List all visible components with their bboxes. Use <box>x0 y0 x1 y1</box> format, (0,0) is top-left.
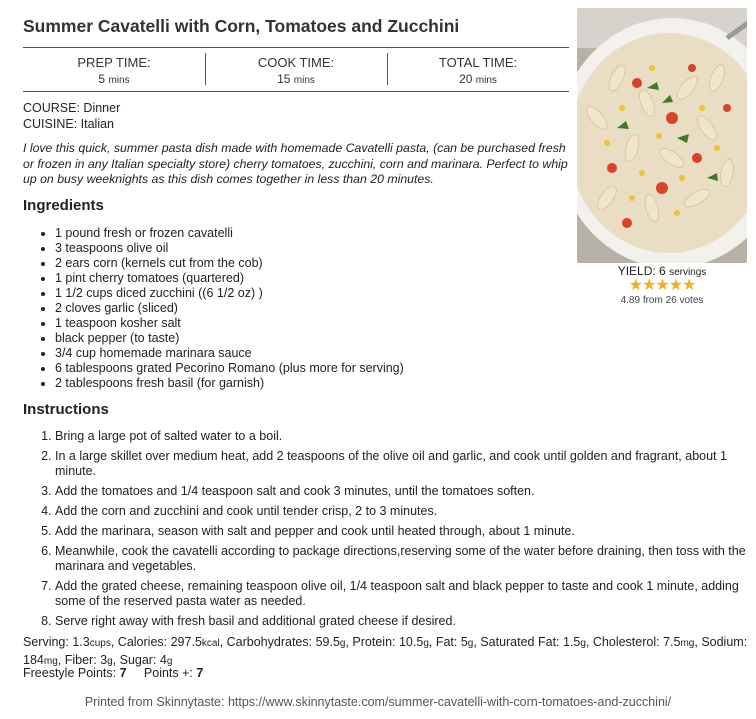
ingredient-item: • 6 tablespoons grated Pecorino Romano (plus more for serving) <box>55 361 404 376</box>
nutrition-unit: g <box>339 638 346 649</box>
cook-time-unit: mins <box>293 75 315 86</box>
recipe-meta <box>23 100 120 132</box>
print-footer: Printed from Skinnytaste: https://www.skinnytaste.com/summer-cavatelli-with-corn-tomatoes-and-zucchini/ <box>84 695 672 709</box>
nutrition-label: , Sodium: <box>694 635 748 649</box>
nutrition-value: 10.5 <box>398 635 424 649</box>
pasta-bowl-image <box>577 8 747 263</box>
cook-time-value: 15 <box>277 72 291 86</box>
ingredients-list <box>23 226 404 391</box>
ingredient-item: • 1 pint cherry tomatoes (quartered) <box>55 271 404 286</box>
instructions-heading: Instructions <box>23 401 109 418</box>
nutrition-unit: g <box>423 638 429 649</box>
nutrition-unit: mg <box>680 638 695 649</box>
ingredient-item: • 3 teaspoons olive oil <box>55 241 404 256</box>
nutrition-unit: mg <box>43 656 58 667</box>
recipe-title: Summer Cavatelli with Corn, Tomatoes and Zucchini <box>23 16 460 36</box>
nutrition-value: 59.5 <box>315 635 340 649</box>
instruction-step: 2. In a large skillet over medium heat, add 2 teaspoons of the olive oil and garlic, and cook until golden and fragrant, about 1 minute. <box>55 449 751 479</box>
total-time <box>387 48 569 91</box>
instruction-step: 5. Add the marinara, season with salt and pepper and cook until heated through, about 1 minute. <box>55 524 751 539</box>
points-row <box>23 666 203 680</box>
total-time-value: 20 <box>459 72 473 86</box>
nutrition-label: , Calories: <box>110 635 171 649</box>
nutrition-label: , Cholesterol: <box>585 635 664 649</box>
points-plus-label: Points +: <box>143 666 197 680</box>
nutrition-value: 5 <box>460 635 468 649</box>
ingredient-item: • 1 teaspoon kosher salt <box>55 316 404 331</box>
rating-stars[interactable]: ★★★★★ <box>628 277 696 294</box>
yield-unit: servings <box>669 267 707 278</box>
recipe-photo <box>577 8 747 263</box>
nutrition-unit: kcal <box>201 638 220 649</box>
nutrition-unit: cups <box>89 638 111 649</box>
recipe-yield <box>577 264 747 278</box>
cook-time-label: COOK TIME: <box>257 55 335 70</box>
prep-time-label: PREP TIME: <box>77 55 151 70</box>
nutrition-label: , Saturated Fat: <box>473 635 563 649</box>
instruction-step: 4. Add the corn and zucchini and cook until tender crisp, 2 to 3 minutes. <box>55 504 751 519</box>
nutrition-unit: g <box>467 638 474 649</box>
ingredient-item: • 1 pound fresh or frozen cavatelli <box>55 226 404 241</box>
prep-time <box>23 48 205 91</box>
ingredient-item: • 2 ears corn (kernels cut from the cob) <box>55 256 404 271</box>
nutrition-value: 7.5 <box>663 635 681 649</box>
nutrition-value: 1.3 <box>72 635 90 649</box>
prep-time-unit: mins <box>108 75 130 86</box>
instructions-list <box>23 429 751 634</box>
nutrition-label: , Protein: <box>345 635 399 649</box>
nutrition-unit: g <box>580 638 586 649</box>
yield-label: YIELD: 6 <box>617 264 666 278</box>
nutrition-label: , Sugar: <box>112 653 160 667</box>
nutrition-unit: g <box>166 656 173 667</box>
cook-time <box>205 48 387 91</box>
nutrition-label: Serving: <box>23 635 73 649</box>
nutrition-value: 184 <box>23 653 44 667</box>
instruction-step: 3. Add the tomatoes and 1/4 teaspoon salt and cook 3 minutes, until the tomatoes soften. <box>55 484 751 499</box>
cuisine: CUISINE: Italian <box>23 117 115 131</box>
rating-votes: 4.89 from 26 votes <box>620 295 704 306</box>
instruction-step: 1. Bring a large pot of salted water to a boil. <box>55 429 751 444</box>
nutrition-value: 4 <box>159 653 167 667</box>
nutrition-value: 3 <box>100 653 108 667</box>
instruction-step: 6. Meanwhile, cook the cavatelli according to package directions,reserving some of the water before draining, then toss with the marinara and vegetables. <box>55 544 751 574</box>
ingredient-item: • 1 1/2 cups diced zucchini ((6 1/2 oz) ) <box>55 286 404 301</box>
total-time-unit: mins <box>475 75 497 86</box>
ingredient-item: • black pepper (to taste) <box>55 331 404 346</box>
nutrition-value: 1.5 <box>563 635 581 649</box>
nutrition-label: , Carbohydrates: <box>219 635 316 649</box>
instruction-step: 8. Serve right away with fresh basil and additional grated cheese if desired. <box>55 614 751 629</box>
recipe-description: I love this quick, summer pasta dish made with homemade Cavatelli pasta, (can be purchased fresh or frozen in any Italian specialty store) cherry tomatoes, zucchini, corn and marinara. Perfect to whip up on busy weeknights as this dish comes together in less than 20 minutes. <box>23 141 568 186</box>
points-plus-value: 7 <box>196 666 204 680</box>
nutrition-label: , Fat: <box>428 635 461 649</box>
ingredient-item: • 2 tablespoons fresh basil (for garnish) <box>55 376 404 391</box>
nutrition-value: 297.5 <box>170 635 202 649</box>
nutrition-unit: g <box>107 656 113 667</box>
total-time-label: TOTAL TIME: <box>438 55 518 70</box>
instruction-step: 7. Add the grated cheese, remaining teaspoon olive oil, 1/4 teaspoon salt and black pepper to taste and cook 1 minute, adding some of the reserved pasta water as needed. <box>55 579 751 609</box>
freestyle-value: 7 <box>119 666 127 680</box>
nutrition-facts <box>23 634 751 670</box>
ingredient-item: • 3/4 cup homemade marinara sauce <box>55 346 404 361</box>
ingredients-heading: Ingredients <box>23 197 104 214</box>
nutrition-label: , Fiber: <box>57 653 101 667</box>
freestyle-label: Freestyle Points: <box>23 666 120 680</box>
prep-time-value: 5 <box>98 72 106 86</box>
ingredient-item: • 2 cloves garlic (sliced) <box>55 301 404 316</box>
recipe-times <box>23 47 569 92</box>
course: COURSE: Dinner <box>23 101 121 115</box>
